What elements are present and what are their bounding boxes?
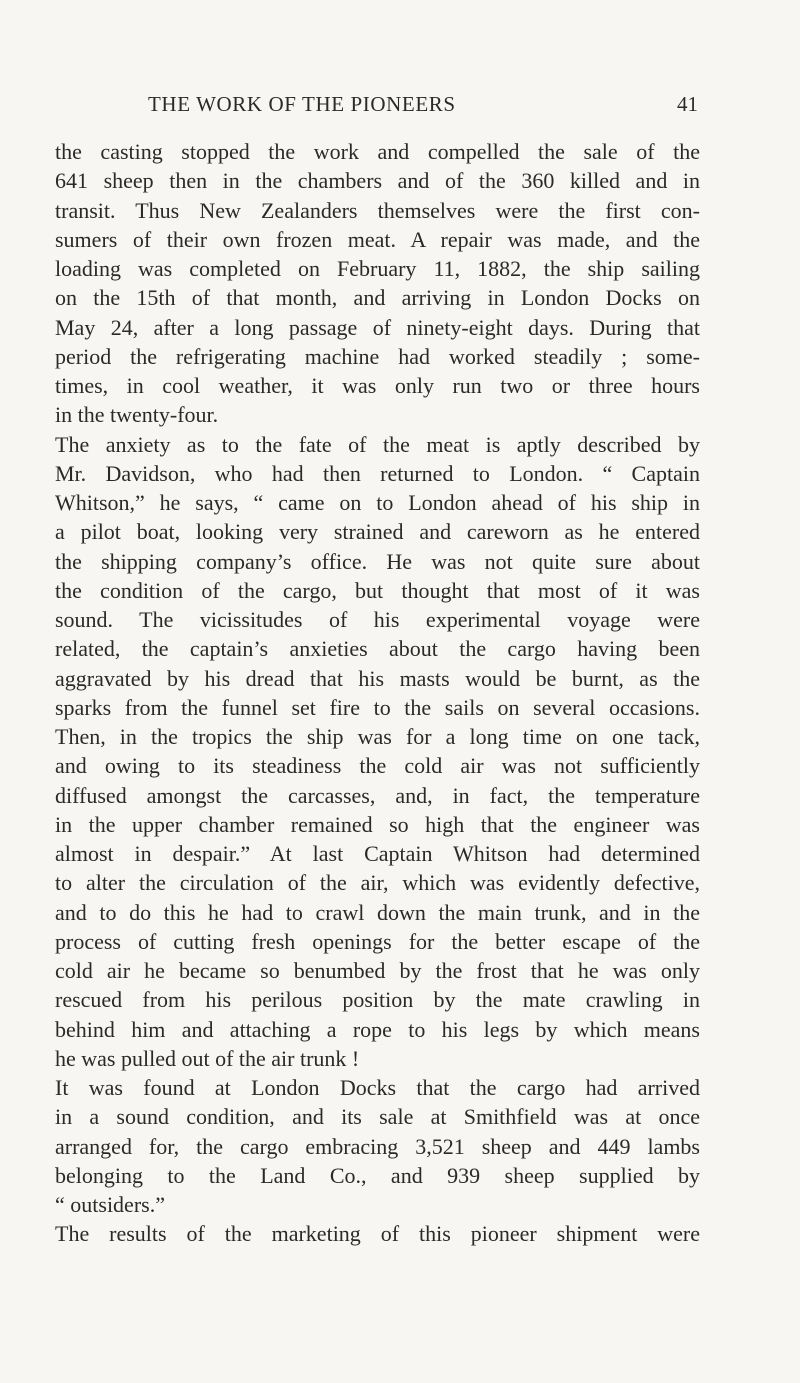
text-line: in the upper chamber remained so high that the engineer was [55, 811, 700, 837]
text-line: in a sound condition, and its sale at Smithfield was at once [55, 1104, 700, 1130]
text-line: period the refrigerating machine had worked steadily ; some- [55, 343, 700, 369]
text-line: cold air he became so benumbed by the frost that he was only [55, 958, 700, 983]
text-line: to alter the circulation of the air, which was evidently defective, [55, 870, 700, 896]
text-line: almost in despair.” At last Captain Whitson had determined [55, 841, 700, 866]
text-line: The results of the marketing of this pioneer shipment were [55, 1221, 700, 1247]
text-line: belonging to the Land Co., and 939 sheep supplied by [55, 1162, 700, 1188]
text-line: the shipping company’s office. He was not quite sure about [55, 548, 700, 574]
text-line: on the 15th of that month, and arriving in London Docks on [55, 285, 700, 311]
running-title: THE WORK OF THE PIONEERS [148, 92, 456, 116]
text-line: Whitson,” he says, “ came on to London ahead of his ship in [55, 490, 700, 515]
page-number: 41 [677, 92, 698, 116]
text-line: process of cutting fresh openings for the better escape of the [55, 928, 700, 954]
text-line: in the twenty-four. [55, 402, 219, 428]
text-line: sound. The vicissitudes of his experimental voyage were [55, 607, 700, 632]
text-line: times, in cool weather, it was only run two or three hours [55, 373, 700, 398]
text-line: arranged for, the cargo embracing 3,521 sheep and 449 lambs [55, 1133, 700, 1159]
running-head [0, 90, 800, 118]
text-line: behind him and attaching a rope to his legs by which means [55, 1016, 700, 1042]
text-line: The anxiety as to the fate of the meat is aptly described by [55, 431, 700, 457]
text-line: 641 sheep then in the chambers and of the 360 killed and in [55, 168, 700, 194]
text-line: Then, in the tropics the ship was for a long time on one tack, [55, 724, 700, 749]
text-line: diffused amongst the carcasses, and, in fact, the temperature [55, 782, 700, 808]
text-line: related, the captain’s anxieties about the cargo having been [55, 636, 700, 662]
body-text [55, 137, 700, 1249]
text-line: he was pulled out of the air trunk ! [55, 1045, 360, 1071]
text-line: aggravated by his dread that his masts would be burnt, as the [55, 665, 700, 691]
text-line: rescued from his perilous position by the mate crawling in [55, 987, 700, 1013]
text-line: It was found at London Docks that the cargo had arrived [55, 1075, 700, 1100]
text-line: and owing to its steadiness the cold air was not sufficiently [55, 753, 700, 779]
text-line: transit. Thus New Zealanders themselves were the first con- [55, 197, 700, 223]
text-line: the casting stopped the work and compelled the sale of the [55, 139, 700, 164]
text-line: “ outsiders.” [55, 1192, 165, 1217]
text-line: loading was completed on February 11, 1882, the ship sailing [55, 256, 700, 281]
text-line: a pilot boat, looking very strained and careworn as he entered [55, 519, 700, 545]
text-line: the condition of the cargo, but thought that most of it was [55, 577, 700, 603]
text-line: sumers of their own frozen meat. A repair was made, and the [55, 226, 700, 252]
text-line: and to do this he had to crawl down the main trunk, and in the [55, 899, 700, 925]
text-line: Mr. Davidson, who had then returned to London. “ Captain [55, 460, 700, 486]
text-line: sparks from the funnel set fire to the sails on several occasions. [55, 694, 700, 720]
text-line: May 24, after a long passage of ninety-eight days. During that [55, 314, 700, 340]
